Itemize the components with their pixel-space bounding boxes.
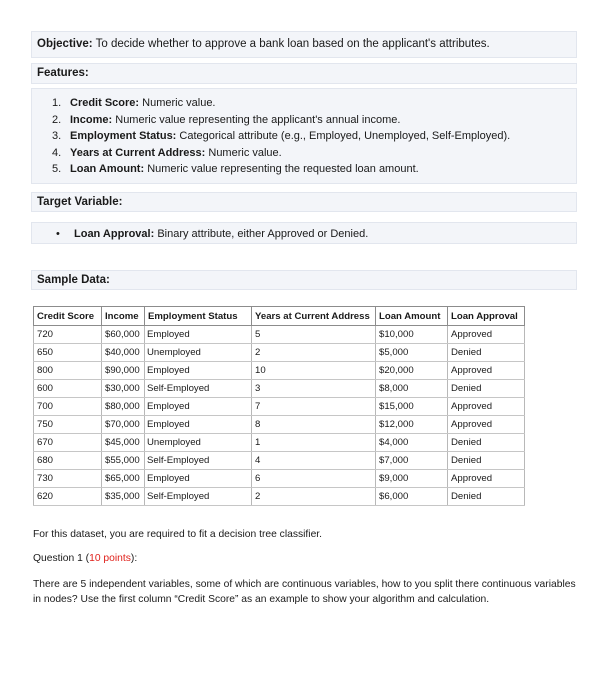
cell-loan-amount: $5,000 [376,344,448,362]
feature-item: 5. Loan Amount: Numeric value representing the requested loan amount. [52,163,419,176]
cell-employment-status: Employed [145,362,252,380]
cell-income: $40,000 [102,344,145,362]
cell-income: $80,000 [102,398,145,416]
cell-loan-amount: $8,000 [376,380,448,398]
table-row [34,398,525,416]
cell-employment-status: Employed [145,326,252,344]
features-list [31,88,577,184]
cell-credit-score: 700 [34,398,102,416]
table-row [34,344,525,362]
cell-loan-amount: $12,000 [376,416,448,434]
cell-loan-approval: Approved [448,326,525,344]
table-row [34,434,525,452]
table-row [34,488,525,506]
sample-heading: Sample Data: [31,270,577,290]
target-item [31,222,577,244]
cell-years-at-address: 1 [252,434,376,452]
cell-loan-approval: Denied [448,380,525,398]
cell-income: $45,000 [102,434,145,452]
cell-employment-status: Self-Employed [145,452,252,470]
cell-loan-amount: $7,000 [376,452,448,470]
cell-employment-status: Employed [145,416,252,434]
cell-years-at-address: 7 [252,398,376,416]
cell-years-at-address: 2 [252,488,376,506]
target-name: Loan Approval: [74,228,155,240]
objective-text: To decide whether to approve a bank loan based on the applicant's attributes. [92,38,490,50]
cell-employment-status: Self-Employed [145,380,252,398]
header-years-at-address: Years at Current Address [252,307,376,326]
sample-data-table [33,306,525,506]
cell-credit-score: 620 [34,488,102,506]
table-row [34,470,525,488]
cell-loan-approval: Approved [448,470,525,488]
cell-employment-status: Employed [145,398,252,416]
cell-income: $55,000 [102,452,145,470]
cell-employment-status: Employed [145,470,252,488]
bullet-icon: • [56,228,60,240]
objective-label: Objective: [37,38,93,50]
cell-credit-score: 730 [34,470,102,488]
cell-years-at-address: 5 [252,326,376,344]
cell-income: $70,000 [102,416,145,434]
feature-item: 3. Employment Status: Categorical attribute (e.g., Employed, Unemployed, Self-Employed). [52,130,511,143]
table-header-row [34,307,525,326]
cell-income: $90,000 [102,362,145,380]
features-heading: Features: [31,63,577,84]
cell-loan-amount: $15,000 [376,398,448,416]
cell-income: $65,000 [102,470,145,488]
cell-loan-approval: Denied [448,344,525,362]
feature-item: 2. Income: Numeric value representing the applicant's annual income. [52,113,401,126]
table-row [34,362,525,380]
target-heading: Target Variable: [31,192,577,212]
header-credit-score: Credit Score [34,307,102,326]
cell-credit-score: 680 [34,452,102,470]
feature-item: 4. Years at Current Address: Numeric value. [52,146,282,159]
cell-credit-score: 720 [34,326,102,344]
cell-loan-amount: $4,000 [376,434,448,452]
cell-income: $35,000 [102,488,145,506]
cell-income: $60,000 [102,326,145,344]
cell-years-at-address: 2 [252,344,376,362]
cell-loan-approval: Denied [448,452,525,470]
target-desc: Binary attribute, either Approved or Denied. [154,228,369,240]
cell-loan-amount: $9,000 [376,470,448,488]
question-title: Question 1 (10 points): [33,553,138,564]
header-employment-status: Employment Status [145,307,252,326]
cell-credit-score: 650 [34,344,102,362]
cell-employment-status: Unemployed [145,434,252,452]
cell-loan-approval: Denied [448,434,525,452]
question-points: 10 points [89,553,131,564]
table-row [34,326,525,344]
cell-loan-amount: $6,000 [376,488,448,506]
cell-credit-score: 800 [34,362,102,380]
question-text: There are 5 independent variables, some of which are continuous variables, how to you split there continuous variables in nodes? Use the first column “Credit Score” as an example to show your algorithm and calculation. [33,579,576,605]
instruction-text: For this dataset, you are required to fit a decision tree classifier. [33,529,323,540]
cell-credit-score: 600 [34,380,102,398]
cell-loan-approval: Approved [448,398,525,416]
header-loan-amount: Loan Amount [376,307,448,326]
cell-loan-amount: $10,000 [376,326,448,344]
cell-loan-approval: Approved [448,416,525,434]
cell-income: $30,000 [102,380,145,398]
cell-loan-approval: Approved [448,362,525,380]
table-row [34,380,525,398]
cell-loan-approval: Denied [448,488,525,506]
cell-years-at-address: 8 [252,416,376,434]
cell-employment-status: Self-Employed [145,488,252,506]
cell-years-at-address: 6 [252,470,376,488]
table-row [34,452,525,470]
cell-years-at-address: 3 [252,380,376,398]
header-income: Income [102,307,145,326]
cell-credit-score: 670 [34,434,102,452]
cell-loan-amount: $20,000 [376,362,448,380]
header-loan-approval: Loan Approval [448,307,525,326]
cell-years-at-address: 4 [252,452,376,470]
table-row [34,416,525,434]
cell-years-at-address: 10 [252,362,376,380]
cell-employment-status: Unemployed [145,344,252,362]
cell-credit-score: 750 [34,416,102,434]
feature-item: 1. Credit Score: Numeric value. [52,97,216,109]
objective-box [31,31,577,58]
